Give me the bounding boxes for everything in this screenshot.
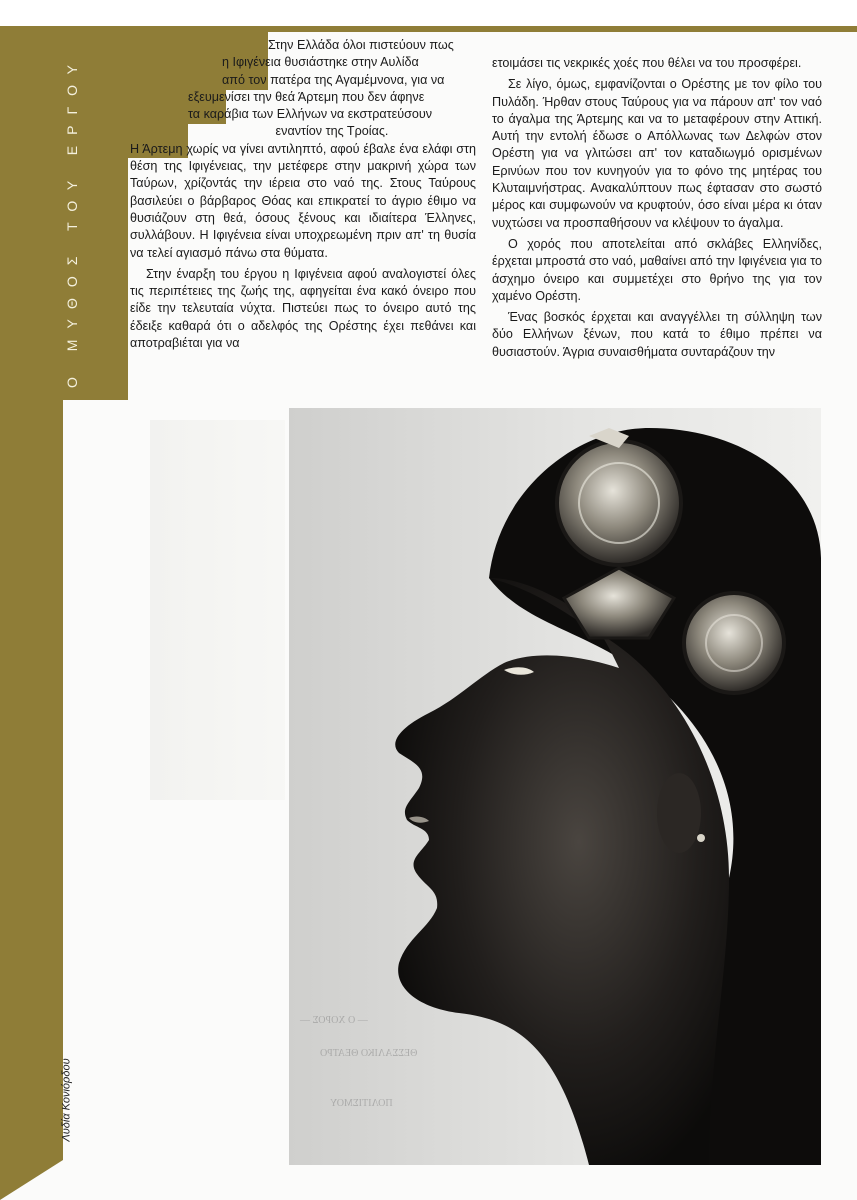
right-paragraph-3: Ένας βοσκός έρχεται και αναγγέλλει τη σύλληψη των δύο Ελλήνων ξένων, που κατά το έθιμο πρέπει να θυσιαστούν. Άγρια συναισθήματα συνταράζουν την	[492, 310, 822, 359]
article-column-right	[492, 55, 822, 361]
left-line-4: εξευμενίσει την θεά Άρτεμη που δεν άφηνε	[188, 89, 425, 104]
left-line-2: η Ιφιγένεια θυσιάστηκε στην Αυλίδα	[222, 55, 419, 70]
ghost-text-1: — Ο ΧΟΡΟΣ —	[300, 1015, 368, 1026]
right-paragraph-1: Σε λίγο, όμως, εμφανίζονται ο Ορέστης με τον φίλο του Πυλάδη. Ήρθαν στους Ταύρους για να πάρουν απ' τον ναό το άγαλμα της Άρτεμης και να το μεταφέρουν στην Αττική. Αυτή την εντολή έδωσε ο Απόλλωνας των Δελφών στον Ορέστη για να γλιτώσει απ' τον καταδιωγμό ορισμένων Ερινύων που τον κυνηγούν για το φόνο της μητέρας του Κλυταιμνήστρας. Ανακαλύπτουν πως έφτασαν στο σωστό μέρος και συμφωνούν να κρυφτούν, όσο είναι μέρα κι όταν νυχτώσει να προσπαθήσουν να κλέψουν το άγαλμα.	[492, 77, 822, 230]
left-line-3: από τον πατέρα της Αγαμέμνονα, για να	[222, 72, 445, 87]
photo-credit-vertical	[52, 1040, 82, 1160]
left-line-6: εναντίον της Τροίας.	[275, 124, 389, 139]
background-shadow	[150, 420, 285, 800]
left-paragraph-2: Στην έναρξη του έργου η Ιφιγένεια αφού αναλογιστεί όλες τις περιπέτειες της ζωής της, αφηγείται ένα κακό όνειρο που είδε την τελευταία νύχτα. Πιστεύει πως το όνειρο αυτό της έδειξε καθαρά ότι ο αδελφός της Ορέστης έχει πεθάνει και αποτραβιέται για να	[130, 266, 476, 351]
photo-credit-text: Λυδία Κονιόρδου	[61, 1058, 74, 1142]
right-paragraph-0: ετοιμάσει τις νεκρικές χοές που θέλει να του προσφέρει.	[492, 56, 802, 70]
ghost-text-3: ΠΟΛΙΤΙΣΜΟΥ	[330, 1098, 393, 1109]
right-paragraph-2: Ο χορός που αποτελείται από σκλάβες Ελληνίδες, έρχεται μπροστά στο ναό, μαθαίνει από την Ιφιγένεια για το άσχημο όνειρο και συμμετέχει στο θρήνο της για τον χαμένο Ορέστη.	[492, 236, 822, 303]
ghost-text-2: ΘΕΣΣΑΛΙΚΟ ΘΕΑΤΡΟ	[320, 1048, 418, 1059]
left-line-1: Στην Ελλάδα όλοι πιστεύουν πως	[268, 38, 454, 52]
left-line-5: τα καράβια των Ελλήνων να εκστρατεύσουν	[188, 107, 433, 122]
section-title-vertical	[58, 46, 86, 396]
left-paragraph-1-continued: Η Άρτεμη χωρίς να γίνει αντιληπτό, αφού έβαλε ένα ελάφι στη θέση της Ιφιγένειας, την μετέφερε στην μακρινή χώρα των Ταύρων, χρίζοντάς την ιέρεια στο ναό της. Στους Ταύρους βασιλεύει ο βάρβαρος Θόας και επικρατεί το άγριο έθιμο να θυσιάζουν στη θεά, όσους ξένους και ιδιαίτερα Έλληνες, συλλάβουν. Η Ιφιγένεια είναι υποχρεωμένη πριν απ' τη θυσία να τελεί αγιασμό πάνω στα θύματα.	[130, 141, 476, 260]
article-column-left	[130, 37, 476, 352]
section-title-text: Ο ΜΥΘΟΣ ΤΟΥ ΕΡΓΟΥ	[64, 54, 81, 388]
